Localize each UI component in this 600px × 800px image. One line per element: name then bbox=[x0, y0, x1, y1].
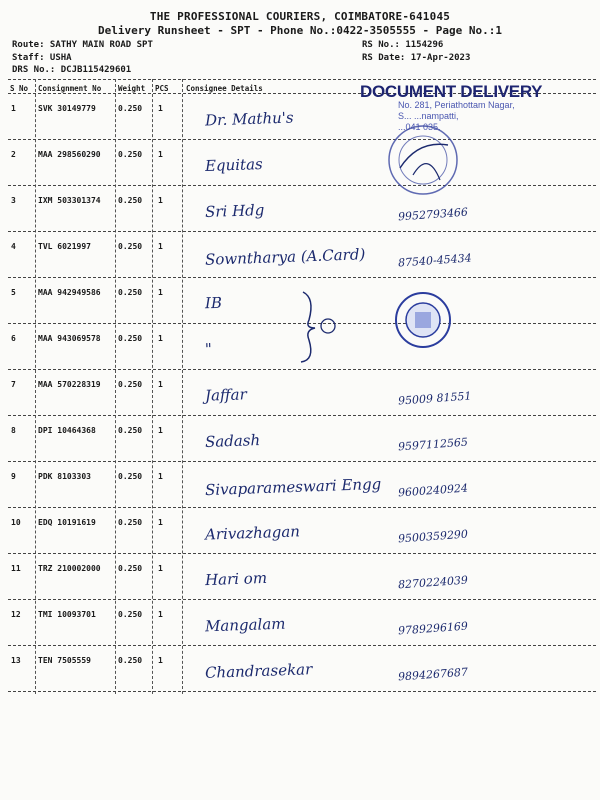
row-sno: 7 bbox=[11, 380, 16, 389]
row-divider bbox=[8, 691, 596, 692]
row-consignee-name: Mangalam bbox=[204, 614, 286, 636]
stamp-address-line: No. 281, Periathottam Nagar, bbox=[398, 100, 515, 110]
row-divider bbox=[8, 231, 596, 232]
row-consignment-no: DPI 10464368 bbox=[38, 426, 96, 435]
row-divider bbox=[8, 415, 596, 416]
row-divider bbox=[8, 599, 596, 600]
row-consignee-name: Hari om bbox=[204, 568, 268, 590]
row-weight: 0.250 bbox=[118, 196, 143, 205]
round-seal-stamp bbox=[378, 120, 468, 200]
row-weight: 0.250 bbox=[118, 610, 143, 619]
runsheet-info-right bbox=[362, 39, 470, 64]
row-consignment-no: TMI 10093701 bbox=[38, 610, 96, 619]
row-consignment-no: TVL 6021997 bbox=[38, 242, 91, 251]
row-divider bbox=[8, 461, 596, 462]
row-consignee-name: Sri Hdg bbox=[204, 200, 265, 222]
row-sno: 4 bbox=[11, 242, 16, 251]
row-sno: 5 bbox=[11, 288, 16, 297]
row-sno: 2 bbox=[11, 150, 16, 159]
row-consignee-name: " bbox=[204, 339, 213, 359]
row-weight: 0.250 bbox=[118, 518, 143, 527]
row-sno: 12 bbox=[11, 610, 21, 619]
col-header-consignee: Consignee Details bbox=[186, 84, 263, 93]
row-consignee-name: Dr. Mathu's bbox=[204, 108, 294, 130]
row-sno: 6 bbox=[11, 334, 16, 343]
column-divider bbox=[152, 79, 153, 694]
row-consignee-name: IB bbox=[204, 293, 223, 313]
row-weight: 0.250 bbox=[118, 656, 143, 665]
row-receiver-phone: 95009 81551 bbox=[397, 389, 472, 408]
col-header-pcs: PCS bbox=[155, 84, 169, 93]
row-divider bbox=[8, 369, 596, 370]
row-consignment-no: SVK 30149779 bbox=[38, 104, 96, 113]
column-divider bbox=[182, 79, 183, 694]
row-consignment-no: IXM 503301374 bbox=[38, 196, 101, 205]
table-top-border bbox=[8, 79, 596, 80]
row-divider bbox=[8, 645, 596, 646]
row-sno: 13 bbox=[11, 656, 21, 665]
row-pcs: 1 bbox=[158, 196, 163, 205]
row-consignee-name: Chandrasekar bbox=[204, 660, 313, 682]
col-header-sno: S No bbox=[10, 84, 29, 93]
drs-number: DRS No.: DCJB115429601 bbox=[12, 65, 132, 75]
runsheet-info-left bbox=[12, 39, 153, 77]
row-sno: 8 bbox=[11, 426, 16, 435]
col-header-weight: Weight bbox=[118, 84, 146, 93]
row-sno: 10 bbox=[11, 518, 21, 527]
row-consignment-no: EDQ 10191619 bbox=[38, 518, 96, 527]
row-consignee-name: Sadash bbox=[204, 431, 261, 451]
row-consignee-name: Sivaparameswari Engg bbox=[204, 474, 382, 500]
row-pcs: 1 bbox=[158, 518, 163, 527]
row-sno: 1 bbox=[11, 104, 16, 113]
row-pcs: 1 bbox=[158, 242, 163, 251]
row-weight: 0.250 bbox=[118, 380, 143, 389]
company-title: THE PROFESSIONAL COURIERS, COIMBATORE-641045 bbox=[149, 10, 451, 23]
row-receiver-phone: 9500359290 bbox=[397, 527, 469, 546]
row-divider bbox=[8, 139, 596, 140]
route-label: Route: SATHY MAIN ROAD SPT bbox=[12, 40, 153, 50]
row-weight: 0.250 bbox=[118, 426, 143, 435]
row-consignment-no: TEN 7505559 bbox=[38, 656, 91, 665]
runsheet-title: Delivery Runsheet - SPT - Phone No.:0422-3505555 - Page No.:1 bbox=[98, 24, 502, 37]
col-header-consignment: Consignment No bbox=[38, 84, 102, 93]
row-divider bbox=[8, 507, 596, 508]
column-divider bbox=[115, 79, 116, 694]
row-pcs: 1 bbox=[158, 380, 163, 389]
row-sno: 11 bbox=[11, 564, 21, 573]
row-consignment-no: MAA 298560290 bbox=[38, 150, 101, 159]
row-receiver-phone: 87540-45434 bbox=[397, 251, 473, 270]
brace-mark bbox=[295, 290, 355, 365]
row-receiver-phone: 9952793466 bbox=[397, 205, 469, 224]
row-consignee-name: Arivazhagan bbox=[204, 522, 301, 544]
row-divider bbox=[8, 553, 596, 554]
row-pcs: 1 bbox=[158, 656, 163, 665]
row-sno: 9 bbox=[11, 472, 16, 481]
column-divider bbox=[35, 79, 36, 694]
row-receiver-phone: 9894267687 bbox=[397, 665, 469, 684]
row-consignment-no: MAA 570228319 bbox=[38, 380, 101, 389]
row-receiver-phone: 8270224039 bbox=[397, 573, 469, 592]
bank-seal-stamp bbox=[393, 290, 453, 350]
stamp-address-line: S... ...nampatti, bbox=[398, 111, 459, 121]
row-pcs: 1 bbox=[158, 426, 163, 435]
row-receiver-phone: 9789296169 bbox=[397, 619, 469, 638]
row-weight: 0.250 bbox=[118, 104, 143, 113]
row-pcs: 1 bbox=[158, 288, 163, 297]
row-pcs: 1 bbox=[158, 104, 163, 113]
row-consignment-no: PDK 8103303 bbox=[38, 472, 91, 481]
row-weight: 0.250 bbox=[118, 564, 143, 573]
row-weight: 0.250 bbox=[118, 472, 143, 481]
staff-label: Staff: USHA bbox=[12, 52, 72, 63]
row-pcs: 1 bbox=[158, 472, 163, 481]
delivery-stamp-title: DOCUMENT DELIVERY bbox=[360, 82, 543, 101]
row-consignee-name: Equitas bbox=[204, 154, 263, 176]
row-weight: 0.250 bbox=[118, 288, 143, 297]
rs-date: RS Date: 17-Apr-2023 bbox=[362, 52, 471, 63]
rs-number: RS No.: 1154296 bbox=[362, 40, 444, 50]
row-consignment-no: MAA 942949586 bbox=[38, 288, 101, 297]
row-divider bbox=[8, 277, 596, 278]
row-weight: 0.250 bbox=[118, 334, 143, 343]
row-consignment-no: MAA 943069578 bbox=[38, 334, 101, 343]
row-divider bbox=[8, 185, 596, 186]
row-weight: 0.250 bbox=[118, 242, 143, 251]
row-consignee-name: Sowntharya (A.Card) bbox=[204, 245, 366, 269]
row-receiver-phone: 9600240924 bbox=[397, 481, 469, 500]
row-pcs: 1 bbox=[158, 564, 163, 573]
row-pcs: 1 bbox=[158, 610, 163, 619]
row-pcs: 1 bbox=[158, 334, 163, 343]
stamp-address-line: ...041 035. bbox=[398, 122, 441, 132]
row-weight: 0.250 bbox=[118, 150, 143, 159]
row-consignee-name: Jaffar bbox=[204, 385, 248, 405]
row-pcs: 1 bbox=[158, 150, 163, 159]
row-consignment-no: TRZ 210002000 bbox=[38, 564, 101, 573]
row-sno: 3 bbox=[11, 196, 16, 205]
row-receiver-phone: 9597112565 bbox=[397, 435, 469, 454]
